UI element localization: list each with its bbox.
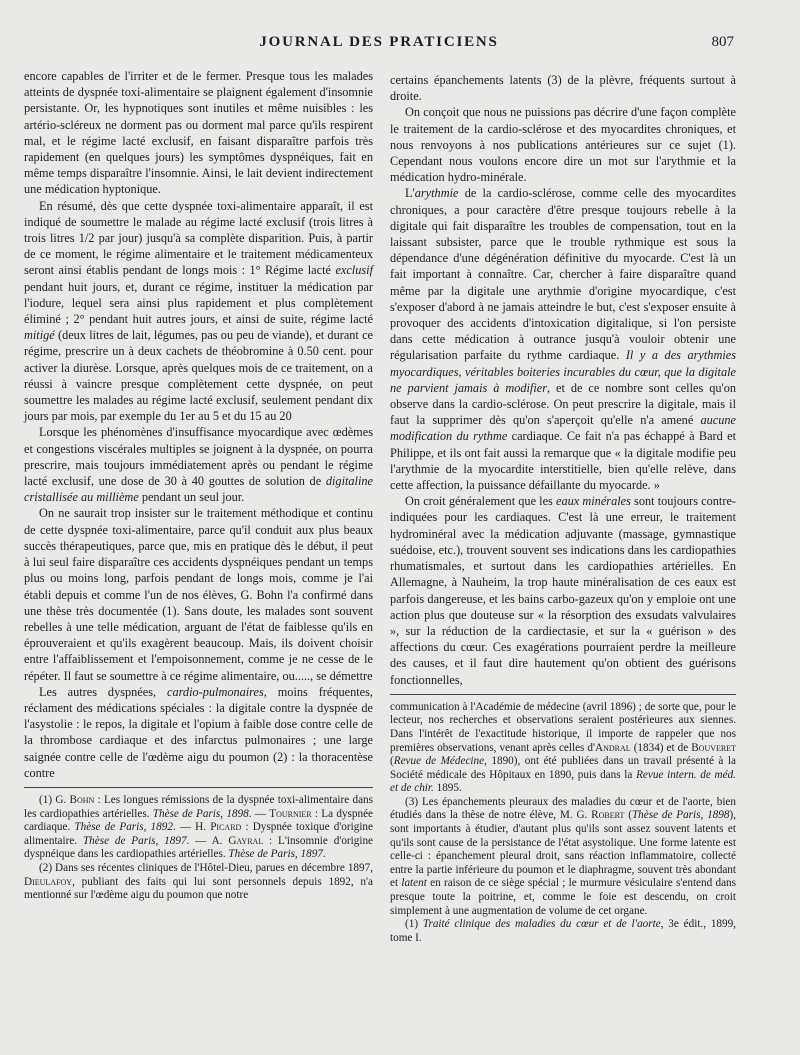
paragraph: certains épanchements latents (3) de la plèvre, fréquents surtout à droite. bbox=[390, 73, 736, 104]
paragraph: On croit généralement que les eaux minérales sont toujours contre-indiquées pour les cardiaques. C'est là une erreur, le traitement hydrominéral avec la médication adjuvante (massage, gymnastique suédoise, etc.), trouvent souvent ses indications dans les cardiopathies rhumatismales, et surtout dans les cardiopathies artérielles. En Allemagne, à Nauheim, la trop haute minéralisation de ces eaux est parfois dangereuse, et les bains carbo-gazeux qu'on y emploie ont une action plus que douteuse sur « la résorption des exsudats valvulaires », sur la réduction de la cardiectasie, et sur la « guérison » des affections du cœur. Ces exagérations pourraient perdre la meilleure des causes, et il faut dire hautement qu'on obtient des guérisons fonctionnelles, bbox=[390, 494, 736, 687]
paragraph: encore capables de l'irriter et de le fermer. Presque tous les malades atteints de dyspnée toxi-alimentaire se plaignent également d'insomnie persistante. Or, les hypnotiques sont inutiles et même nuisibles : les artério-scléreux ne dorment pas ou dorment mal parce qu'ils respirent mal, et le régime lacté exclusif, en faisant disparaître parfois très rapidement (en quelques jours) les symptômes dyspnéiques, fait en même temps disparaître l'insomnie. Ainsi, le lait devient indirectement une médication hyptonique. bbox=[24, 69, 373, 197]
footnote: communication à l'Académie de médecine (avril 1896) ; de sorte que, pour le lecteur, nos recherches et observations seraient postérieures aux siennes. Dans l'intérêt de l'exactitude historique, il importe de rappeler que nos premières observations, venant après celles d'Andral (1834) et de Bouveret (Revue de Médecine, 1890), ont été publiées dans un travail présenté à la Société médicale des Hôpitaux en 1890, puis dans la Revue intern. de méd. et de chir. 1895. bbox=[390, 700, 736, 795]
paragraph: Les autres dyspnées, cardio-pulmonaires, moins fréquentes, réclament des médications spéciales : la digitale contre la dyspnée de l'asystolie : le repos, la digitale et l'opium à faible dose contre celle de la thrombose cardiaque et des infarctus pulmonaires ; une large saignée contre celle de l'œdème aigu du poumon (2) : la thoracentèse contre bbox=[24, 684, 373, 780]
left-column bbox=[24, 68, 373, 903]
footnote-divider bbox=[390, 694, 736, 695]
running-title: JOURNAL DES PRATICIENS bbox=[259, 34, 499, 50]
footnote: (1) G. Bohn : Les longues rémissions de la dyspnée toxi-alimentaire dans les cardiopathies artérielles. Thèse de Paris, 1898. — Tournier : La dyspnée cardiaque. Thèse de Paris, 1892. — H. Picard : Dyspnée toxique d'origine alimentaire. Thèse de Paris, 1897. — A. Gayral : L'insomnie d'origine dyspnéique dans les cardiopathies artérielles. Thèse de Paris, 1897. bbox=[24, 793, 374, 861]
paragraph: En résumé, dès que cette dyspnée toxi-alimentaire apparaît, il est indiqué de soumettre le malade au régime lacté exclusif (trois litres à trois litres 1/2 par jour) jusqu'à sa complète disparition. Puis, à partir de ce moment, le régime alimentaire et le traitement médicamenteux seront ainsi établis pendant de longs mois : 1° Régime lacté exclusif pendant huit jours, et, durant ce régime, instituer la médication par l'iodure, lequel sera ainsi plus rapidement et plus complètement éliminé ; 2° pendant huit autres jours, et ainsi de suite, régime lacté mitigé (deux litres de lait, légumes, pas ou peu de viande), et durant ce régime, prescrire un à deux cachets de théobromine à 0.50 cent. pour activer la diurèse. Lorsque, après quelques mois de ce traitement, on a réussi à vaincre presque complètement cette dyspnée, on peut soumettre les malades au régime lacté exclusif, seulement pendant dix jours par mois, par exemple du 1er au 5 et du 15 au 20 bbox=[24, 198, 373, 424]
footnote: (1) Traité clinique des maladies du cœur et de l'aorte, 3e édit., 1899, tome I. bbox=[390, 918, 736, 944]
paragraph: L'arythmie de la cardio-sclérose, comme celle des myocardites chroniques, a pour caractère d'être presque toujours rebelle à la digitale qui fait disparaître les troubles de compensation, tout en la laissant subsister, parce que le trouble rythmique est sous la dépendance d'une dégénération définitive du myocarde. C'est là un fait important à connaître. Car, chercher à faire disparaître quand même par la digitale une arythmie d'origine myocardique, c'est s'exposer d'abord à ne jamais atteindre le but, c'est s'exposer ensuite à provoquer des accidents d'intoxication digitalique, si l'on persiste dans cette médication à outrance jusqu'à vouloir obtenir une régularisation parfaite du rythme cardiaque. Il y a des arythmies myocardiques, véritables boiteries incurables du cœur, que la digitale ne parvient jamais à modifier, et de ce nombre sont celles qu'on observe dans la cardio-sclérose. On peut prescrire la digitale, mais il faut la supprimer dès qu'on s'aperçoit qu'elle n'a amené aucune modification du rythme cardiaque. Ce fait n'a pas échappé à Bard et Philippe, et ils ont fait aussi la remarque que « la digitale modifie peu l'arythmie de la myocardite interstitielle, bien qu'elle relève, dans cette affection, la puissance défaillante du myocarde. » bbox=[390, 186, 737, 493]
footnote-divider bbox=[24, 787, 373, 788]
paragraph: Lorsque les phénomènes d'insuffisance myocardique avec œdèmes et congestions viscérales multiples se joignent à la dyspnée, on pourra prescrire, mais toujours immédiatement après ou pendant le régime lacté exclusif, une dose de 30 à 40 gouttes de solution de digitaline cristallisée au millième pendant un seul jour. bbox=[24, 425, 373, 505]
right-column bbox=[390, 72, 736, 945]
paragraph: On conçoit que nous ne puissions pas décrire d'une façon complète le traitement de la cardio-sclérose et des myocardites chroniques, et nous renvoyons à nos publications antérieures sur ce sujet (1). Cependant nous voulons encore dire un mot sur l'arythmie et la médication hydro-minérale. bbox=[390, 105, 736, 185]
paragraph: On ne saurait trop insister sur le traitement méthodique et continu de cette dyspnée toxi-alimentaire, parce qu'il conduit aux plus beaux succès thérapeutiques, parce que, mis en pratique dès le début, il peut à lui seul faire disparaître ces accidents dyspnéiques pendant un temps plus ou moins long, parfois pendant de longs mois, comme je l'ai établi depuis et comme l'un de nos élèves, G. Bohn l'a confirmé dans une thèse très documentée (1). Sans doute, les malades sont souvent rebelles à une telle médication, arguant de l'état de faiblesse qu'ils en éprouveraient et qu'ils exagèrent beaucoup. Mais, ils doivent choisir entre l'affaiblissement et l'empoisonnement, comme je ne cesse de le répéter. Il faut se soumettre à ce régime alimentaire, ou....., se démettre bbox=[24, 506, 373, 683]
page-header bbox=[24, 34, 734, 56]
footnote: (2) Dans ses récentes cliniques de l'Hôtel-Dieu, parues en décembre 1897, Dieulafoy, publiant des faits qui lui sont personnels depuis 1892, n'a mentionné sur l'œdème aigu du poumon que notre bbox=[24, 861, 373, 902]
footnote: (3) Les épanchements pleuraux des maladies du cœur et de l'aorte, bien étudiés dans la thèse de notre élève, M. G. Robert (Thèse de Paris, 1898), sont importants à étudier, d'autant plus qu'ils sont assez souvent latents et qu'ils sont cause de la persistance de l'état asystolique. Une forme latente est celle-ci : épanchement pleural droit, sans réaction inflammatoire, collecté entre la partie inférieure du poumon et le diaphragme, souvent très abondant et latent en raison de ce siège spécial ; le murmure vésiculaire s'entend dans presque toute la poitrine, et, comme le foie est descendu, on croit simplement à une augmentation de volume de cet organe. bbox=[390, 795, 736, 917]
page-number: 807 bbox=[711, 34, 734, 50]
